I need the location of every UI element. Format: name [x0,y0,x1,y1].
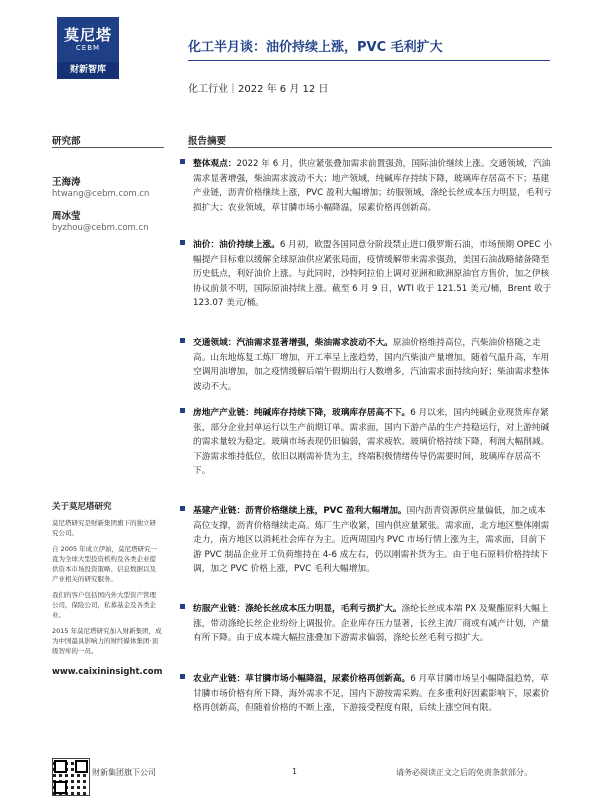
research-dept-heading: 研究部 [52,136,81,147]
summary-paragraph [180,336,552,394]
industry-date: 化工行业｜2022 年 6 月 12 日 [188,84,329,95]
logo [57,17,119,79]
about-paragraph: 我们的客户包括国内外大型资产管理公司，保险公司，私募基金及各类企业。 [52,591,156,619]
footer-disclaimer: 请务必阅读正文之后的免责条款部分。 [396,768,532,777]
paragraph-body: 2022 年 6 月，供应紧张叠加需求前置强劲，国际油价继续上涨。交通领域，汽油需求显著增强，柴油需求波动不大；地产领域，纯碱库存持续下降，玻璃库存居高不下；基建产业链，沥青价格继续上涨，PVC 盈利大幅增加；纺服领域，涤纶长丝成本压力明显，毛利亏损扩大；农业领域，草甘膦市场小幅降温，尿素价格再创新高。 [193,159,552,213]
sidebar-divider [52,147,164,148]
website-link[interactable]: www.caixininsight.com [52,667,163,677]
paragraph-lead: 交通领域：汽油需求显著增强，柴油需求波动不大。 [193,338,393,348]
report-title: 化工半月谈：油价持续上涨，PVC 毛利扩大 [188,40,443,55]
paragraph-body: 6 月草甘膦市场呈小幅降温趋势，草甘膦市场价格有所下降，海外需求不足，国内下游按需采购。在多重利好因素影响下，尿素价格再创新高，但随着价格的不断上涨，下游接受程度有限，后续上涨空间有限。 [193,674,550,713]
logo-cn-text: 莫尼塔 [63,26,112,44]
bullet-square-icon [180,240,185,245]
summary-paragraph [180,406,552,479]
paragraph-body: 原油价格维持高位，汽柴油价格随之走高。山东地炼复工炼厂增加，开工率呈上涨趋势，国内汽柴油产量增加。随着气温升高，车用空调用油增加，加之疫情缓解后端午假期出行人数增多，汽油需求面持续向好；柴油需求整体波动不大。 [193,338,550,392]
summary-paragraph [180,672,552,716]
title-divider [188,60,550,61]
paragraph-body: 6 月以来，国内纯碱企业现货库存紧张，部分企业封单运行以生产前期订单。需求面，国内下游产品的生产持稳运行，对上游纯碱的需求量较为稳定。玻璃市场表现仍旧偏弱，需求疲软。玻璃价格持续下降，利润大幅削减。下游需求维持低位，依旧以刚需补货为主，终端积极情绪传导仍需要时间，玻璃库存居高不下。 [193,408,550,476]
about-section [52,500,162,662]
footer-company: 财新集团旗下公司 [92,768,156,777]
about-paragraph: 自 2005 年成立伊始，莫尼塔研究一直为全球大型投资机构及各类企业提供资本市场投资策略、信息数据以及产业相关的研究服务。 [52,545,158,583]
logo-en-text: CEBM [75,44,101,52]
summary-paragraph [180,504,552,577]
page-number: 1 [292,767,298,776]
bullet-square-icon [180,159,185,164]
bullet-square-icon [180,604,185,609]
analyst-email[interactable]: htwang@cebm.com.cn [52,189,150,199]
bullet-square-icon [180,674,185,679]
bullet-square-icon [180,338,185,343]
analyst-email[interactable]: byzhou@cebm.com.cn [52,223,149,233]
analyst-name: 周冰莹 [52,211,81,222]
paragraph-lead: 油价：油价持续上涨。 [193,240,280,250]
summary-paragraph [180,157,552,215]
about-title: 关于莫尼塔研究 [52,502,112,512]
paragraph-body: 国内沥青资源供应量偏低，加之成本高位支撑，沥青价格继续走高。炼厂生产收紧，国内供应量紧张。需求面，北方地区整体刚需走力，南方地区以消耗社会库存为主。近两周国内 PVC 市场行情上涨为主，需求面，目前下游 PVC 制品企业开工负荷维持在 4-6 成左右，仍以刚需补货为主。由于电石原料价格持续下调，加之 PVC 价格上涨，PVC 毛利大幅增加。 [193,506,550,574]
paragraph-lead: 纺服产业链：涤纶长丝成本压力明显，毛利亏损扩大。 [193,604,402,614]
paragraph-lead: 房地产产业链：纯碱库存持续下降，玻璃库存居高不下。 [193,408,411,418]
bullet-square-icon [180,408,185,413]
paragraph-body: 涤纶长丝成本端 PX 及聚酯原料大幅上涨，带动涤纶长丝企业纷纷上调报价。企业库存压力显著，长丝主流厂商或有减产计划，产量有所下降。由于成本端大幅拉涨叠加下游需求偏弱，涤纶长丝毛利亏损扩大。 [193,604,550,643]
paragraph-body: 6 月初，欧盟各国同意分阶段禁止进口俄罗斯石油，市场预期 OPEC 小幅提产目标难以缓解全球原油供应紧张局面，疫情缓解带来需求强劲，美国石油战略储备降至历史低点，利好油价上涨。与此同时，沙特阿拉伯上调对亚洲和欧洲原油官方售价，加之伊核协议前景不明，国际原油持续上涨。截至 6 月 9 日，WTI 收于 121.51 美元/桶，Brent 收于 123.07 美元/桶。 [193,240,552,308]
summary-divider [188,147,552,148]
paragraph-lead: 整体观点： [193,159,237,169]
bullet-square-icon [180,506,185,511]
paragraph-lead: 基建产业链：沥青价格继续上涨，PVC 盈利大幅增加。 [193,506,407,516]
logo-sub-text: 财新智库 [57,62,119,79]
paragraph-lead: 农业产业链：草甘膦市场小幅降温，尿素价格再创新高。 [193,674,411,684]
summary-paragraph [180,238,552,311]
about-paragraph: 2015 年莫尼塔研究加入财新集团，成为中国最具影响力的财经媒体集团·顶级智库的一员。 [52,627,162,655]
about-paragraph: 莫尼塔研究是财新集团旗下的独立研究公司。 [52,519,156,537]
summary-heading: 报告摘要 [188,136,227,147]
qr-code-icon [52,758,90,796]
summary-paragraph [180,602,552,646]
analyst-name: 王海涛 [52,177,81,188]
